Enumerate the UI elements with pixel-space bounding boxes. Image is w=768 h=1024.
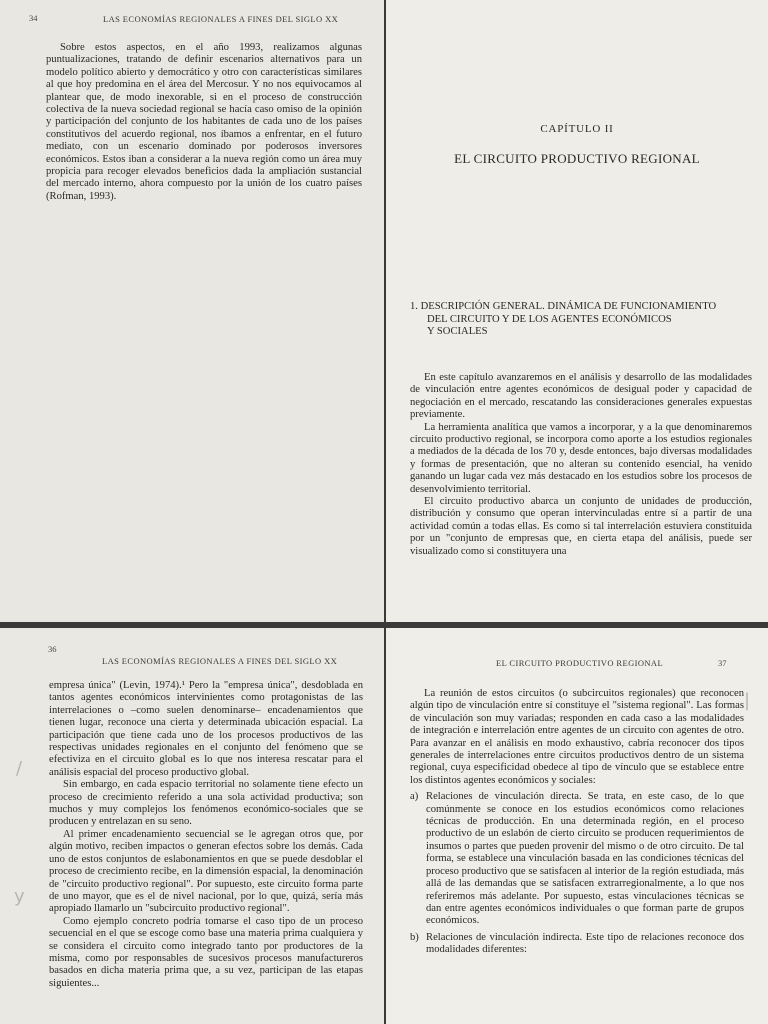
paragraph: Sin embargo, en cada espacio territorial no solamente tiene efecto un proceso de crecimiento referido a una sola actividad productiva; son muchos y muy complejos los fenómenos económico-sociales que se producen y entrelazan en su seno. xyxy=(49,779,363,828)
pencil-mark-icon: | xyxy=(744,690,751,711)
pencil-mark-icon: / xyxy=(16,758,23,779)
paragraph: La reunión de estos circuitos (o subcircuitos regionales) que reconocen algún tipo de vinculación entre sí constituye el "sistema regional". Las formas de vinculación son muy variadas; responden en cada caso a las modalidades de integración e interrelación entre agentes de un circuito con agentes de otro. Para avanzar en el análisis en modo exhaustivo, cabría reconocer dos tipos generales de interrelaciones entre circuitos productivos dentro de un sistema regional, cuya especificidad obedece al tipo de vínculo que se establece entre los distintos agentes económicos y sociales: xyxy=(410,688,744,786)
section-heading-line: 1. DESCRIPCIÓN GENERAL. DINÁMICA DE FUNCIONAMIENTO xyxy=(410,301,717,312)
running-head: LAS ECONOMÍAS REGIONALES A FINES DEL SIGLO XX xyxy=(102,656,338,666)
list-item xyxy=(410,791,744,927)
list-item-text: Relaciones de vinculación directa. Se trata, en este caso, de lo que comúnmente se conoce en los estudios económicos como relaciones técnicas de producción. En una determinada región, en el proceso productivo de un eslabón de cierto circuito se producen requerimientos de insumos o partes que pueden provenir del mismo o de otro circuito. De tal forma, se establece una vinculación basada en las condiciones técnicas del proceso productivo que se satisfacen al interior de la región estudiada, más allá de las demandas que se satisfacen extrarregionalmente, a lo que nos referiremos más adelante. Por supuesto, estas vinculaciones técnicas se dan entre agentes económicos individuales o que forman parte de grupos económicos. xyxy=(426,791,744,927)
pencil-mark-icon: y xyxy=(14,886,25,907)
chapter-label: CAPÍTULO II xyxy=(540,123,614,135)
body-text xyxy=(46,42,362,203)
book-page-36 xyxy=(0,628,384,1024)
paragraph: Como ejemplo concreto podría tomarse el caso tipo de un proceso secuencial en el que se escoge como base una materia prima cualquiera y se considera el circuito como integrado tanto por productores de la misma, como por responsables de sucesivos procesos manufactureros basados en dicha materia prima que, a su vez, participan de las etapas siguientes... xyxy=(49,915,363,989)
body-text xyxy=(410,688,744,957)
section-heading-line: Y SOCIALES xyxy=(427,326,488,337)
section-heading xyxy=(410,301,750,339)
running-head: LAS ECONOMÍAS REGIONALES A FINES DEL SIGLO XX xyxy=(103,14,339,24)
paragraph: En este capítulo avanzaremos en el análisis y desarrollo de las modalidades de vinculación entre agentes económicos de desigual poder y capacidad de negociación en el mercado, rescatando las consideraciones generales expuestas previamente. xyxy=(410,372,752,421)
book-page-chapter-opening xyxy=(386,0,768,622)
page-number: 37 xyxy=(718,658,727,668)
list-item xyxy=(410,932,744,957)
running-head: EL CIRCUITO PRODUCTIVO REGIONAL xyxy=(496,658,664,668)
list-marker: b) xyxy=(410,931,419,943)
section-heading-line: DEL CIRCUITO Y DE LOS AGENTES ECONÓMICOS xyxy=(427,313,672,325)
body-text xyxy=(410,372,752,558)
list xyxy=(410,791,744,956)
list-item-text: Relaciones de vinculación indirecta. Este tipo de relaciones reconoce dos modalidades diferentes: xyxy=(426,931,744,956)
book-page-34 xyxy=(0,0,384,622)
paragraph: empresa única" (Levin, 1974).¹ Pero la "empresa única", desdoblada en tantos agentes económicos intervinientes como protagonistas de las interrelaciones o –como suelen denominarse– encadenamientos que tienen lugar, reconoce una cierta y determinada ubicación espacial. La participación que tiene cada uno de los procesos productivos de las respectivas unidades regionales en el conjunto del fenómeno que se efectiviza en el circuito global es lo que nos interesa rescatar para el análisis espacial del proceso productivo global. xyxy=(49,680,363,778)
paragraph: La herramienta analítica que vamos a incorporar, y a la que denominaremos circuito productivo regional, se incorpora como aporte a los estudios regionales a mediados de la década de los 70 y, desde entonces, bajo diversas modalidades y formas de presentación, que no alteran su contenido esencial, ha venido ganando un lugar cada vez más destacado en los estudios sobre los procesos de desenvolvimiento territorial. xyxy=(410,421,752,495)
page-number: 36 xyxy=(48,644,57,654)
list-marker: a) xyxy=(410,791,419,803)
body-text xyxy=(49,680,363,990)
chapter-title: EL CIRCUITO PRODUCTIVO REGIONAL xyxy=(454,151,700,166)
paragraph: Al primer encadenamiento secuencial se le agregan otros que, por algún motivo, reciben impactos o generan efectos sobre los demás. Cada uno de estos conjuntos de eslabonamientos en que se puede desdoblar el proceso de crecimiento recibe, en la dimensión espacial, la denominación de "circuito productivo regional". Por supuesto, este circuito forma parte de uno mayor, que es el de nivel nacional, por lo que, quizá, sería más apropiado llamarlo un "subcircuito productivo regional". xyxy=(49,828,363,915)
page-number: 34 xyxy=(29,13,38,23)
paragraph: El circuito productivo abarca un conjunto de unidades de producción, distribución y consumo que operan intervinculadas entre sí a partir de una actividad común a todas ellas. Es como si tal interrelación estuviera constituida por un "conjunto de empresas que, en cierta etapa del análisis, puede ser visualizado como si constituyera una xyxy=(410,496,752,557)
paragraph: Sobre estos aspectos, en el año 1993, realizamos algunas puntualizaciones, tratando de definir escenarios alternativos para un modelo político abierto y democrático y otro con características similares al que hoy predomina en el área del Mercosur. Y no nos equivocamos al plantear que, de modo inexorable, si en el proceso de construcción colectiva de la nueva sociedad regional se hacía caso omiso de la opinión y participación del conjunto de los habitantes de cada uno de los países constitutivos del acuerdo regional, nos íbamos a enfrentar, en el futuro mediato, con un escenario dominado por poderosos inversores económicos. Estos iban a considerar a la nueva región como un área muy propicia para recoger elevados beneficios dada la ampliación sustancial del mercado interno, ahora compuesto por la unión de los cuatro países (Rofman, 1993). xyxy=(46,42,362,202)
book-page-37 xyxy=(386,628,768,1024)
